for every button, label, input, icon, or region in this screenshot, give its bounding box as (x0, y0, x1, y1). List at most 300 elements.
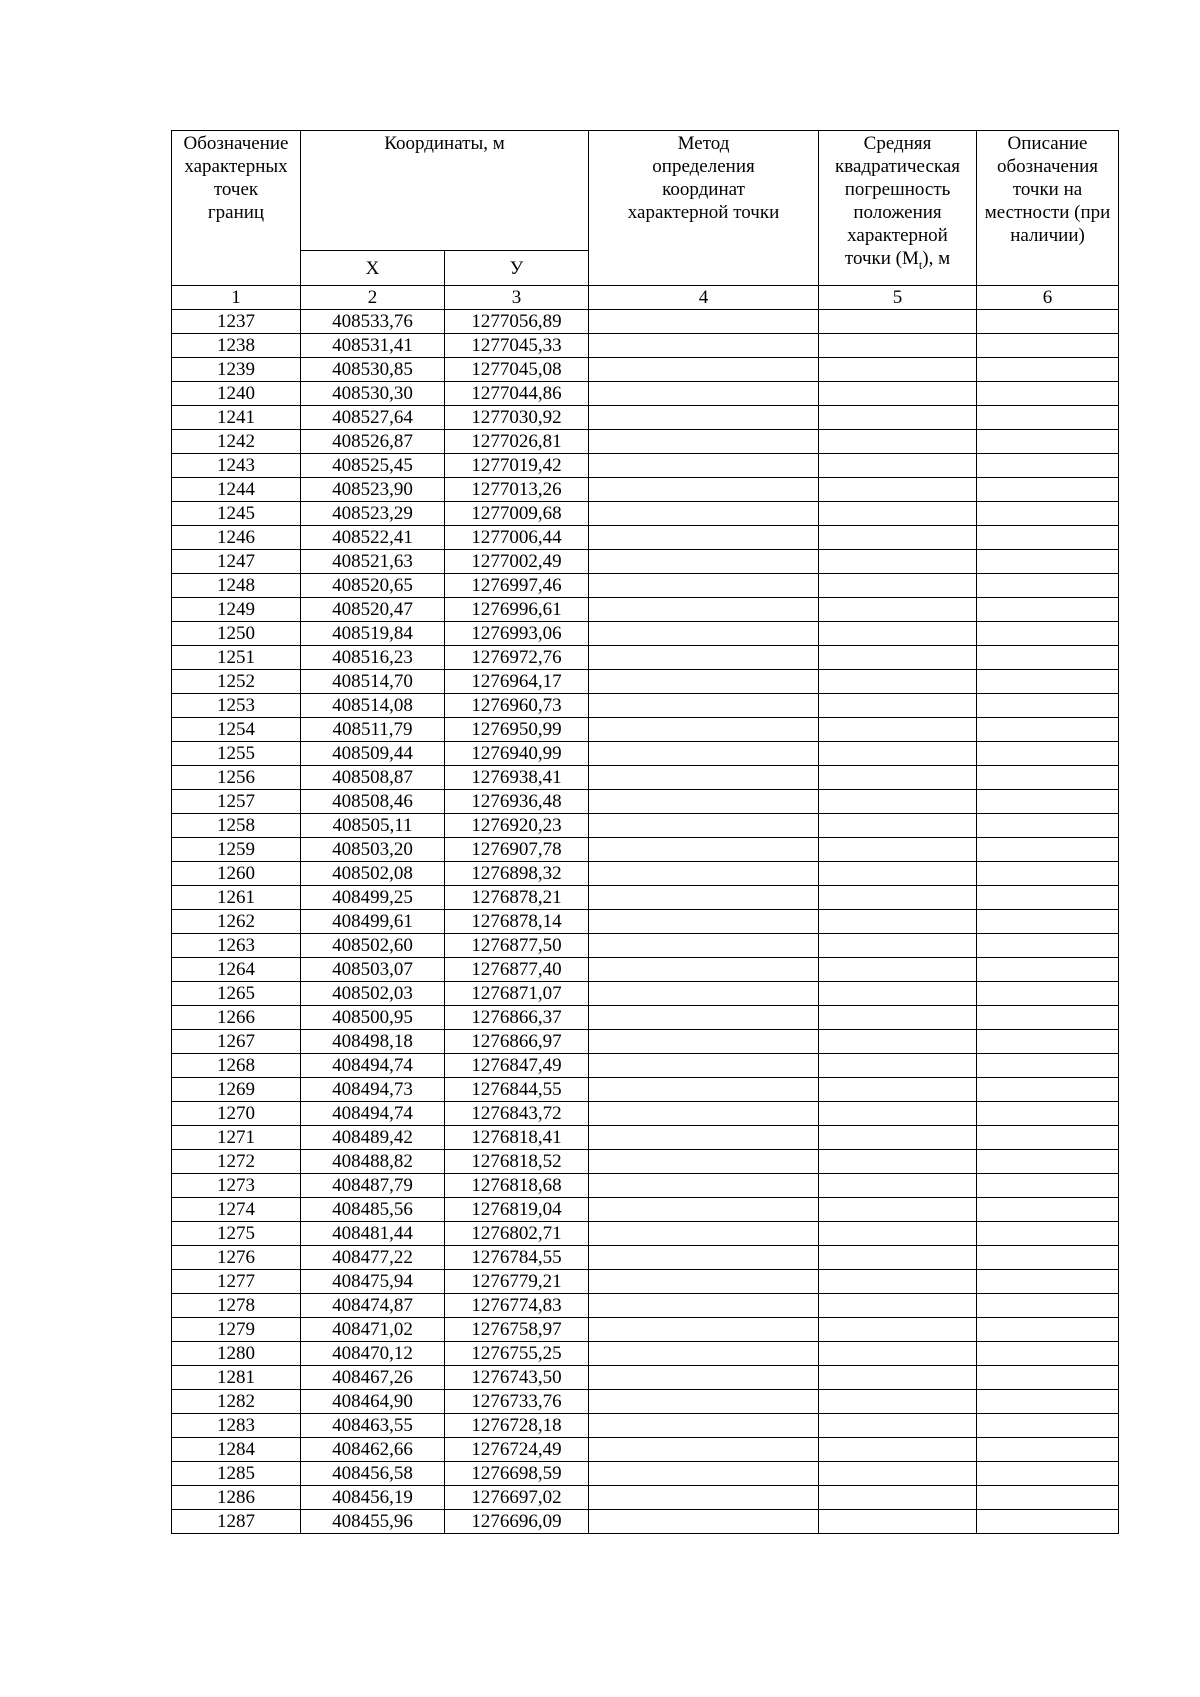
empty-cell (977, 382, 1119, 406)
table-row (172, 1414, 1119, 1438)
x-coordinate-cell: 408494,74 (301, 1054, 445, 1078)
empty-cell (819, 1006, 977, 1030)
y-coordinate-cell: 1276758,97 (445, 1318, 589, 1342)
empty-cell (977, 694, 1119, 718)
table-row (172, 1006, 1119, 1030)
table-row (172, 1150, 1119, 1174)
empty-cell (819, 334, 977, 358)
empty-cell (589, 1438, 819, 1462)
y-coordinate-cell: 1276847,49 (445, 1054, 589, 1078)
x-coordinate-cell: 408470,12 (301, 1342, 445, 1366)
empty-cell (589, 982, 819, 1006)
empty-cell (819, 1030, 977, 1054)
y-coordinate-cell: 1276698,59 (445, 1462, 589, 1486)
empty-cell (819, 1102, 977, 1126)
y-coordinate-cell: 1276818,41 (445, 1126, 589, 1150)
table-row (172, 1366, 1119, 1390)
column-number: 3 (445, 286, 589, 310)
point-number-cell: 1245 (172, 502, 301, 526)
x-coordinate-cell: 408530,85 (301, 358, 445, 382)
empty-cell (977, 358, 1119, 382)
table-row (172, 574, 1119, 598)
empty-cell (819, 454, 977, 478)
table-row (172, 1294, 1119, 1318)
y-coordinate-cell: 1276774,83 (445, 1294, 589, 1318)
empty-cell (819, 550, 977, 574)
empty-cell (589, 1510, 819, 1534)
point-number-cell: 1272 (172, 1150, 301, 1174)
empty-cell (819, 622, 977, 646)
y-coordinate-cell: 1276898,32 (445, 862, 589, 886)
table-row (172, 910, 1119, 934)
point-number-cell: 1270 (172, 1102, 301, 1126)
y-coordinate-cell: 1276724,49 (445, 1438, 589, 1462)
empty-cell (819, 766, 977, 790)
empty-cell (819, 310, 977, 334)
point-number-cell: 1256 (172, 766, 301, 790)
y-coordinate-cell: 1277030,92 (445, 406, 589, 430)
table-row (172, 646, 1119, 670)
x-coordinate-cell: 408525,45 (301, 454, 445, 478)
point-number-cell: 1249 (172, 598, 301, 622)
point-number-cell: 1250 (172, 622, 301, 646)
x-coordinate-cell: 408474,87 (301, 1294, 445, 1318)
column-number: 1 (172, 286, 301, 310)
empty-cell (589, 742, 819, 766)
empty-cell (977, 1390, 1119, 1414)
empty-cell (977, 574, 1119, 598)
table-row (172, 598, 1119, 622)
table-row (172, 454, 1119, 478)
x-coordinate-cell: 408464,90 (301, 1390, 445, 1414)
table-row (172, 742, 1119, 766)
point-number-cell: 1240 (172, 382, 301, 406)
column-number: 2 (301, 286, 445, 310)
y-coordinate-cell: 1276784,55 (445, 1246, 589, 1270)
empty-cell (977, 550, 1119, 574)
table-row (172, 790, 1119, 814)
table-row (172, 1078, 1119, 1102)
y-coordinate-cell: 1277006,44 (445, 526, 589, 550)
point-number-cell: 1271 (172, 1126, 301, 1150)
empty-cell (977, 958, 1119, 982)
point-number-cell: 1282 (172, 1390, 301, 1414)
table-row (172, 1174, 1119, 1198)
point-number-cell: 1278 (172, 1294, 301, 1318)
empty-cell (819, 1342, 977, 1366)
empty-cell (589, 358, 819, 382)
table-row (172, 694, 1119, 718)
empty-cell (589, 1006, 819, 1030)
empty-cell (819, 862, 977, 886)
y-coordinate-cell: 1276964,17 (445, 670, 589, 694)
table-row (172, 550, 1119, 574)
empty-cell (819, 742, 977, 766)
point-number-cell: 1251 (172, 646, 301, 670)
empty-cell (977, 886, 1119, 910)
table-row (172, 1270, 1119, 1294)
empty-cell (977, 502, 1119, 526)
table-row (172, 766, 1119, 790)
x-coordinate-cell: 408533,76 (301, 310, 445, 334)
empty-cell (589, 694, 819, 718)
table-row (172, 1222, 1119, 1246)
empty-cell (977, 1126, 1119, 1150)
empty-cell (977, 1438, 1119, 1462)
x-coordinate-cell: 408514,70 (301, 670, 445, 694)
header-mean-square-error: Средняя квадратическая погрешность положения характерной точки $(М_t)$, м (819, 131, 977, 286)
point-number-cell: 1286 (172, 1486, 301, 1510)
table-row (172, 1510, 1119, 1534)
empty-cell (589, 310, 819, 334)
empty-cell (819, 982, 977, 1006)
column-number: 4 (589, 286, 819, 310)
x-coordinate-cell: 408488,82 (301, 1150, 445, 1174)
y-coordinate-cell: 1276697,02 (445, 1486, 589, 1510)
point-number-cell: 1239 (172, 358, 301, 382)
table-row (172, 1342, 1119, 1366)
empty-cell (589, 502, 819, 526)
point-number-cell: 1242 (172, 430, 301, 454)
empty-cell (819, 1462, 977, 1486)
x-coordinate-cell: 408514,08 (301, 694, 445, 718)
table-row (172, 406, 1119, 430)
empty-cell (589, 1030, 819, 1054)
point-number-cell: 1281 (172, 1366, 301, 1390)
table-row (172, 334, 1119, 358)
column-number: 5 (819, 286, 977, 310)
empty-cell (977, 1486, 1119, 1510)
x-coordinate-cell: 408456,19 (301, 1486, 445, 1510)
x-coordinate-cell: 408462,66 (301, 1438, 445, 1462)
empty-cell (977, 526, 1119, 550)
empty-cell (977, 670, 1119, 694)
empty-cell (819, 838, 977, 862)
x-coordinate-cell: 408477,22 (301, 1246, 445, 1270)
column-number: 6 (977, 286, 1119, 310)
table-row (172, 478, 1119, 502)
empty-cell (819, 1222, 977, 1246)
table-row (172, 1198, 1119, 1222)
point-number-cell: 1267 (172, 1030, 301, 1054)
y-coordinate-cell: 1276996,61 (445, 598, 589, 622)
header-error-last-line: точки $(М_t)$, м (844, 248, 951, 272)
empty-cell (819, 1318, 977, 1342)
table-row (172, 1486, 1119, 1510)
point-number-cell: 1279 (172, 1318, 301, 1342)
empty-cell (977, 430, 1119, 454)
x-coordinate-cell: 408505,11 (301, 814, 445, 838)
empty-cell (977, 934, 1119, 958)
empty-cell (589, 1174, 819, 1198)
x-coordinate-cell: 408520,65 (301, 574, 445, 598)
empty-cell (977, 1270, 1119, 1294)
table-row (172, 670, 1119, 694)
point-number-cell: 1280 (172, 1342, 301, 1366)
empty-cell (819, 1126, 977, 1150)
y-coordinate-cell: 1276819,04 (445, 1198, 589, 1222)
x-coordinate-cell: 408519,84 (301, 622, 445, 646)
empty-cell (819, 382, 977, 406)
x-coordinate-cell: 408502,60 (301, 934, 445, 958)
x-coordinate-cell: 408463,55 (301, 1414, 445, 1438)
empty-cell (819, 1150, 977, 1174)
point-number-cell: 1285 (172, 1462, 301, 1486)
point-number-cell: 1241 (172, 406, 301, 430)
empty-cell (977, 1006, 1119, 1030)
y-coordinate-cell: 1277019,42 (445, 454, 589, 478)
y-coordinate-cell: 1276871,07 (445, 982, 589, 1006)
point-number-cell: 1264 (172, 958, 301, 982)
table-row (172, 862, 1119, 886)
y-coordinate-cell: 1276843,72 (445, 1102, 589, 1126)
point-number-cell: 1257 (172, 790, 301, 814)
empty-cell (589, 526, 819, 550)
point-number-cell: 1252 (172, 670, 301, 694)
empty-cell (589, 670, 819, 694)
empty-cell (589, 790, 819, 814)
empty-cell (819, 574, 977, 598)
y-coordinate-cell: 1276818,52 (445, 1150, 589, 1174)
y-coordinate-cell: 1276733,76 (445, 1390, 589, 1414)
table-row (172, 382, 1119, 406)
empty-cell (819, 1486, 977, 1510)
point-number-cell: 1283 (172, 1414, 301, 1438)
table-row (172, 502, 1119, 526)
empty-cell (589, 1054, 819, 1078)
x-coordinate-cell: 408530,30 (301, 382, 445, 406)
x-coordinate-cell: 408502,03 (301, 982, 445, 1006)
x-coordinate-cell: 408526,87 (301, 430, 445, 454)
empty-cell (589, 382, 819, 406)
empty-cell (977, 406, 1119, 430)
table-row (172, 838, 1119, 862)
empty-cell (819, 1294, 977, 1318)
y-coordinate-cell: 1276696,09 (445, 1510, 589, 1534)
x-coordinate-cell: 408523,90 (301, 478, 445, 502)
y-coordinate-cell: 1276940,99 (445, 742, 589, 766)
empty-cell (589, 1198, 819, 1222)
empty-cell (819, 934, 977, 958)
empty-cell (977, 838, 1119, 862)
empty-cell (589, 1318, 819, 1342)
empty-cell (819, 694, 977, 718)
empty-cell (819, 1078, 977, 1102)
x-coordinate-cell: 408487,79 (301, 1174, 445, 1198)
empty-cell (977, 598, 1119, 622)
y-coordinate-cell: 1276878,14 (445, 910, 589, 934)
x-coordinate-cell: 408523,29 (301, 502, 445, 526)
empty-cell (589, 574, 819, 598)
empty-cell (819, 814, 977, 838)
empty-cell (819, 1510, 977, 1534)
table-row (172, 358, 1119, 382)
empty-cell (819, 910, 977, 934)
table-row (172, 1030, 1119, 1054)
x-coordinate-cell: 408467,26 (301, 1366, 445, 1390)
y-coordinate-cell: 1277044,86 (445, 382, 589, 406)
y-coordinate-cell: 1277045,33 (445, 334, 589, 358)
empty-cell (819, 502, 977, 526)
empty-cell (977, 1294, 1119, 1318)
x-coordinate-cell: 408503,20 (301, 838, 445, 862)
empty-cell (589, 862, 819, 886)
empty-cell (589, 598, 819, 622)
y-coordinate-cell: 1276802,71 (445, 1222, 589, 1246)
empty-cell (589, 1078, 819, 1102)
empty-cell (589, 646, 819, 670)
empty-cell (977, 718, 1119, 742)
empty-cell (819, 598, 977, 622)
x-coordinate-cell: 408520,47 (301, 598, 445, 622)
y-coordinate-cell: 1276877,50 (445, 934, 589, 958)
point-number-cell: 1244 (172, 478, 301, 502)
x-coordinate-cell: 408527,64 (301, 406, 445, 430)
y-coordinate-cell: 1276938,41 (445, 766, 589, 790)
point-number-cell: 1259 (172, 838, 301, 862)
empty-cell (589, 1246, 819, 1270)
x-coordinate-cell: 408475,94 (301, 1270, 445, 1294)
table-row (172, 526, 1119, 550)
header-method: Метод определения координат характерной точки (589, 131, 819, 286)
point-number-cell: 1284 (172, 1438, 301, 1462)
empty-cell (589, 1102, 819, 1126)
empty-cell (589, 718, 819, 742)
empty-cell (977, 454, 1119, 478)
empty-cell (589, 1294, 819, 1318)
empty-cell (589, 1390, 819, 1414)
empty-cell (819, 1366, 977, 1390)
empty-cell (589, 1366, 819, 1390)
y-coordinate-cell: 1276866,97 (445, 1030, 589, 1054)
table-row (172, 1462, 1119, 1486)
empty-cell (977, 1150, 1119, 1174)
x-coordinate-cell: 408511,79 (301, 718, 445, 742)
empty-cell (589, 1126, 819, 1150)
empty-cell (977, 982, 1119, 1006)
empty-cell (589, 1462, 819, 1486)
y-coordinate-cell: 1277009,68 (445, 502, 589, 526)
point-number-cell: 1266 (172, 1006, 301, 1030)
point-number-cell: 1258 (172, 814, 301, 838)
point-number-cell: 1276 (172, 1246, 301, 1270)
empty-cell (819, 670, 977, 694)
empty-cell (589, 814, 819, 838)
point-number-cell: 1237 (172, 310, 301, 334)
y-coordinate-cell: 1277002,49 (445, 550, 589, 574)
empty-cell (589, 1222, 819, 1246)
y-coordinate-cell: 1276743,50 (445, 1366, 589, 1390)
table-row (172, 1246, 1119, 1270)
y-coordinate-cell: 1277045,08 (445, 358, 589, 382)
empty-cell (819, 646, 977, 670)
y-coordinate-cell: 1276907,78 (445, 838, 589, 862)
empty-cell (819, 406, 977, 430)
y-coordinate-cell: 1276993,06 (445, 622, 589, 646)
y-coordinate-cell: 1277056,89 (445, 310, 589, 334)
empty-cell (589, 622, 819, 646)
y-coordinate-cell: 1276950,99 (445, 718, 589, 742)
empty-cell (589, 430, 819, 454)
y-coordinate-cell: 1276866,37 (445, 1006, 589, 1030)
empty-cell (977, 1462, 1119, 1486)
table-row (172, 934, 1119, 958)
x-coordinate-cell: 408485,56 (301, 1198, 445, 1222)
table-row (172, 814, 1119, 838)
table-row (172, 310, 1119, 334)
empty-cell (589, 406, 819, 430)
empty-cell (977, 478, 1119, 502)
x-coordinate-cell: 408522,41 (301, 526, 445, 550)
empty-cell (977, 1054, 1119, 1078)
y-coordinate-cell: 1276728,18 (445, 1414, 589, 1438)
empty-cell (589, 934, 819, 958)
y-coordinate-cell: 1276920,23 (445, 814, 589, 838)
x-coordinate-cell: 408499,25 (301, 886, 445, 910)
y-coordinate-cell: 1277026,81 (445, 430, 589, 454)
empty-cell (819, 1270, 977, 1294)
empty-cell (977, 1414, 1119, 1438)
point-number-cell: 1273 (172, 1174, 301, 1198)
y-coordinate-cell: 1276997,46 (445, 574, 589, 598)
empty-cell (589, 766, 819, 790)
empty-cell (977, 1510, 1119, 1534)
empty-cell (977, 766, 1119, 790)
empty-cell (819, 958, 977, 982)
x-coordinate-cell: 408456,58 (301, 1462, 445, 1486)
x-coordinate-cell: 408499,61 (301, 910, 445, 934)
point-number-cell: 1277 (172, 1270, 301, 1294)
table-row (172, 1054, 1119, 1078)
x-coordinate-cell: 408494,73 (301, 1078, 445, 1102)
empty-cell (589, 478, 819, 502)
empty-cell (977, 646, 1119, 670)
empty-cell (589, 334, 819, 358)
empty-cell (977, 1222, 1119, 1246)
point-number-cell: 1246 (172, 526, 301, 550)
empty-cell (819, 790, 977, 814)
header-description: Описание обозначения точки на местности (при наличии) (977, 131, 1119, 286)
header-y: У (445, 251, 589, 286)
table-row (172, 430, 1119, 454)
y-coordinate-cell: 1276818,68 (445, 1174, 589, 1198)
y-coordinate-cell: 1276960,73 (445, 694, 589, 718)
x-coordinate-cell: 408494,74 (301, 1102, 445, 1126)
table-row (172, 1318, 1119, 1342)
point-number-cell: 1255 (172, 742, 301, 766)
table-row (172, 982, 1119, 1006)
empty-cell (819, 526, 977, 550)
empty-cell (589, 886, 819, 910)
y-coordinate-cell: 1277013,26 (445, 478, 589, 502)
empty-cell (819, 1390, 977, 1414)
point-number-cell: 1262 (172, 910, 301, 934)
empty-cell (819, 1414, 977, 1438)
y-coordinate-cell: 1276844,55 (445, 1078, 589, 1102)
table-row (172, 1438, 1119, 1462)
empty-cell (589, 1150, 819, 1174)
empty-cell (819, 430, 977, 454)
y-coordinate-cell: 1276972,76 (445, 646, 589, 670)
x-coordinate-cell: 408500,95 (301, 1006, 445, 1030)
empty-cell (589, 1486, 819, 1510)
x-coordinate-cell: 408489,42 (301, 1126, 445, 1150)
empty-cell (819, 1054, 977, 1078)
empty-cell (589, 910, 819, 934)
empty-cell (977, 910, 1119, 934)
table-row (172, 886, 1119, 910)
empty-cell (977, 862, 1119, 886)
